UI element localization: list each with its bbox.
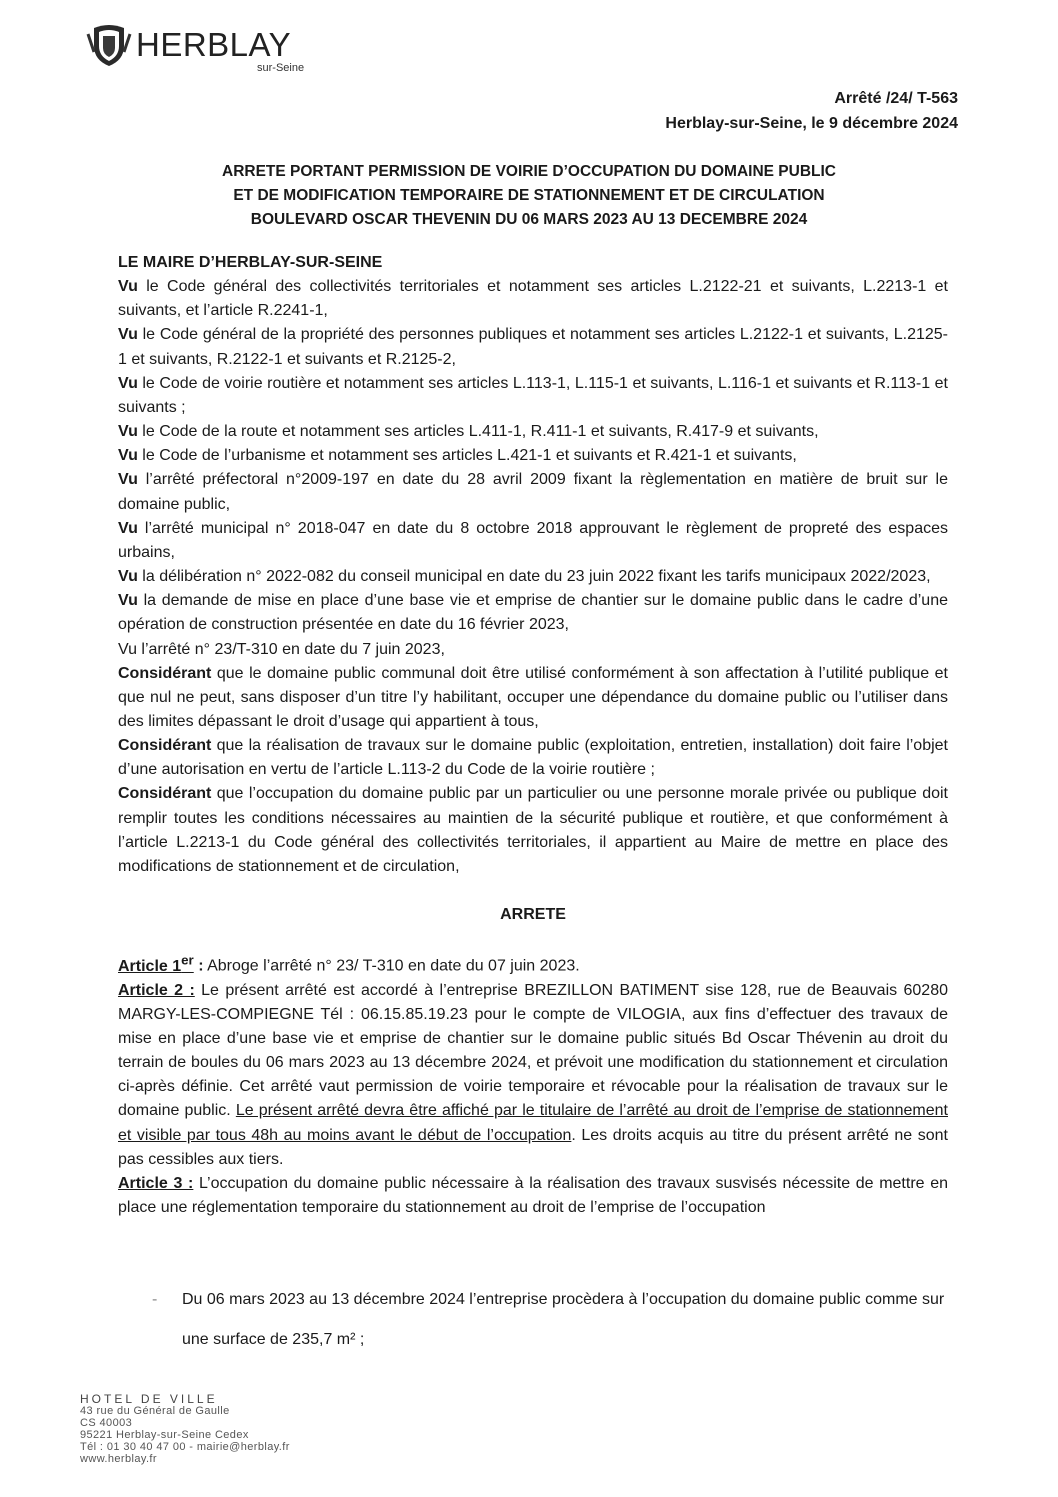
preamble-heading: LE MAIRE D’HERBLAY-SUR-SEINE: [118, 254, 383, 271]
vu-clause: [118, 565, 948, 589]
footer-website: www.herblay.fr: [80, 1453, 157, 1465]
considerant-keyword: Considérant: [118, 737, 212, 755]
vu-clause-plain: Vu l’arrêté n° 23/T-310 en date du 7 juin 2023,: [118, 640, 445, 658]
vu-keyword: Vu: [118, 423, 138, 441]
footer-street: 43 rue du Général de Gaulle: [80, 1405, 230, 1417]
title-line-2: ET DE MODIFICATION TEMPORAIRE DE STATIONNEMENT ET DE CIRCULATION: [233, 187, 825, 204]
considerant-text: que le domaine public communal doit être utilisé conformément à son affectation à l’utilité publique et que nul ne peut, sans disposer d’un titre l’y habilitant, occuper une dépendance du domaine public ou l’utiliser dans des limites dépassant le droit d’usage qui appartient à tous,: [118, 664, 948, 730]
vu-keyword: Vu: [118, 568, 138, 586]
vu-keyword: Vu: [118, 278, 138, 296]
article-2-tail: . Les droits acquis au titre du présent arrêté ne sont pas cessibles aux tiers.: [118, 1126, 949, 1168]
vu-text: le Code de voirie routière et notamment ses articles L.113-1, L.115-1 et suivants, L.116-1 et suivants et R.113-1 et suivants ;: [118, 374, 948, 416]
vu-text: la demande de mise en place d’une base vie et emprise de chantier sur le domaine public dans le cadre d’une opération de construction présentée en date du 16 février 2023,: [118, 592, 948, 634]
article-1-label-text: Article 1: [118, 957, 182, 975]
article-3: [118, 1172, 948, 1220]
footer-hotel-de-ville: HOTEL DE VILLE: [80, 1392, 218, 1406]
vu-clause: [118, 420, 948, 444]
article-2-text: Le présent arrêté est accordé à l’entreprise BREZILLON BATIMENT sise 128, rue de Beauvais 60280 MARGY-LES-COMPIEGNE Tél : 06.15.85.19.23 pour le compte de VILOGIA, aux fins d’effectuer des travaux de mise en place d’une base vie et emprise de chantier sur le domaine public situés Bd Oscar Thévenin au droit du terrain de boules du 06 mars 2023 au 13 décembre 2024, et prévoit une modification du stationnement et circulation ci-après définie. Cet arrêté vaut permission de voirie temporaire et révocable pour la réalisation de travaux sur le domaine public.: [118, 981, 948, 1120]
vu-clause: [118, 468, 948, 516]
vu-clause: [118, 517, 948, 565]
article-2-label: Article 2 :: [118, 981, 195, 999]
document-title: [118, 160, 940, 232]
herblay-logo: [86, 18, 306, 74]
decree-number: Arrêté /24/ T-563: [834, 90, 958, 107]
document-reference: [665, 86, 958, 136]
considerant-keyword: Considérant: [118, 785, 212, 803]
footer-address: [80, 1393, 290, 1465]
vu-clause: [118, 589, 948, 637]
article-3-text: L’occupation du domaine public nécessaire à la réalisation des travaux susvisés nécessite de mettre en place une réglementation temporaire du stationnement au droit de l’emprise de l’occupation: [118, 1174, 949, 1217]
article-1-text: Abroge l’arrêté n° 23/ T-310 en date du 07 juin 2023.: [203, 957, 580, 975]
vu-text: l’arrêté préfectoral n°2009-197 en date du 28 avril 2009 fixant la règlementation en matière de bruit sur le domaine public,: [118, 471, 948, 513]
vu-keyword: Vu: [118, 592, 138, 610]
article-1-label: [118, 952, 194, 975]
title-line-3: BOULEVARD OSCAR THEVENIN DU 06 MARS 2023 AU 13 DECEMBRE 2024: [250, 211, 808, 228]
vu-keyword: Vu: [118, 471, 138, 489]
article-1-sup: er: [181, 952, 194, 968]
considerant-text: que l’occupation du domaine public par un particulier ou une personne morale privée ou publique doit remplir toutes les conditions nécessaires au maintien de la sécurité publique et routière, et que conformément à l’article L.2213-1 du Code général des collectivités territoriales, il appartient au Maire de mettre en place des modifications de stationnement et de circulation,: [118, 785, 948, 875]
considerant-text: que la réalisation de travaux sur le domaine public (exploitation, entretien, installation) doit faire l’objet d’une autorisation en vertu de l’article L.113-2 du Code de la voirie routière ;: [118, 737, 948, 779]
bullet-text: Du 06 mars 2023 au 13 décembre 2024 l’entreprise procèdera à l’occupation du domaine public comme sur une surface de 235,7 m² ;: [182, 1291, 945, 1348]
vu-text: le Code général de la propriété des personnes publiques et notamment ses articles L.2122-1 et suivants, L.2125-1 et suivants, R.2122-1 et suivants et R.2125-2,: [118, 326, 948, 368]
vu-text: la délibération n° 2022-082 du conseil municipal en date du 23 juin 2022 fixant les tarifs municipaux 2022/2023,: [137, 568, 931, 586]
vu-keyword: Vu: [118, 447, 138, 465]
vu-keyword: Vu: [118, 374, 138, 392]
article-1: [118, 948, 948, 978]
vu-text: le Code de la route et notamment ses articles L.411-1, R.411-1 et suivants, R.417-9 et suivants,: [137, 423, 819, 441]
coat-of-arms-icon: [86, 22, 132, 68]
article-1-sep: :: [193, 957, 204, 975]
vu-clause: [118, 444, 948, 468]
decree-heading: ARRETE: [500, 906, 566, 924]
considerant-keyword: Considérant: [118, 664, 212, 682]
vu-text: l’arrêté municipal n° 2018-047 en date du 8 octobre 2018 approuvant le règlement de propreté des espaces urbains,: [118, 519, 948, 561]
vu-clause: [118, 323, 948, 371]
place-date: Herblay-sur-Seine, le 9 décembre 2024: [665, 115, 958, 132]
title-line-1: ARRETE PORTANT PERMISSION DE VOIRIE D’OCCUPATION DU DOMAINE PUBLIC: [222, 163, 836, 180]
article-2-underlined: Le présent arrêté devra être affiché par le titulaire de l’arrêté au droit de l’emprise de stationnement et visible par tous 48h au moins avant le début de l’occupation: [118, 1102, 948, 1144]
vu-text: le Code de l’urbanisme et notamment ses articles L.421-1 et suivants et R.421-1 et suivants,: [137, 447, 797, 465]
considerant-clause: [118, 662, 948, 734]
footer-city: 95221 Herblay-sur-Seine Cedex: [80, 1429, 249, 1441]
considerant-clause: [118, 734, 948, 782]
vu-clause: [118, 372, 948, 420]
considerant-clause: [118, 782, 948, 879]
article-3-label: Article 3 :: [118, 1174, 194, 1192]
footer-contact: Tél : 01 30 40 47 00 - mairie@herblay.fr: [80, 1441, 290, 1453]
vu-keyword: Vu: [118, 519, 138, 537]
bullet-mark: -: [152, 1291, 158, 1308]
logo-name: HERBLAY: [136, 26, 292, 63]
document-body: [118, 251, 948, 1220]
vu-clause: [118, 275, 948, 323]
logo-subtitle: sur-Seine: [257, 62, 305, 74]
article-2: [118, 979, 948, 1172]
footer-cs: CS 40003: [80, 1417, 133, 1429]
vu-text: le Code général des collectivités territoriales et notamment ses articles L.2122-21 et suivants, L.2213-1 et suivants, et l’article R.2241-1,: [118, 278, 948, 320]
vu-keyword: Vu: [118, 326, 138, 344]
